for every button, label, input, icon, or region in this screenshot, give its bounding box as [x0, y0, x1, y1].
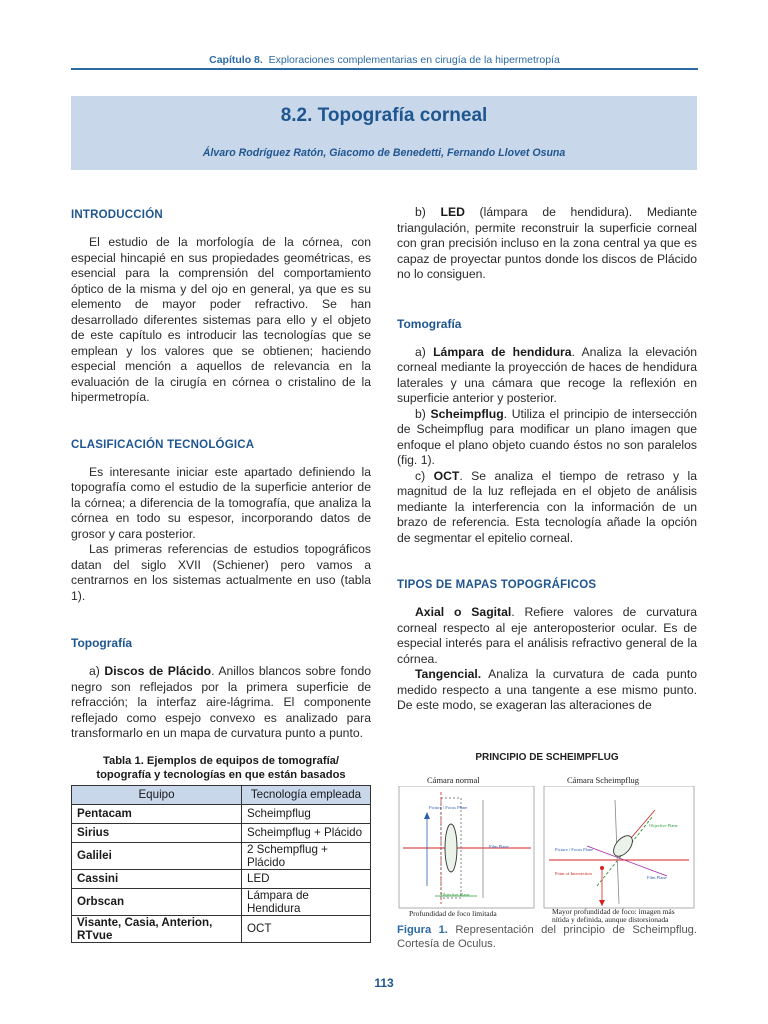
clasificacion-paragraph-2: Las primeras referencias de estudios topográficos datan del siglo XVII (Schiener) pero vamos a centrarnos en los sistemas actualmente en uso (tabla 1). [71, 542, 371, 603]
placido-term: Discos de Plácido [104, 664, 212, 678]
cell-tecnologia: Scheimpflug + Plácido [242, 823, 371, 842]
table-caption-line-2: topografía y tecnologías en que están basados [96, 768, 346, 781]
scheimpflug-paragraph [397, 407, 697, 469]
cell-equipo: Cassini [72, 869, 242, 888]
small-label-right-pic: Picture / Focus Plane [555, 847, 594, 852]
lampara-paragraph [397, 345, 697, 407]
figure-title: PRINCIPIO DE SCHEIMPFLUG [475, 752, 619, 763]
cell-tecnologia: LED [242, 869, 371, 888]
figure-label-scheimpflug: Cámara Scheimpflug [567, 775, 639, 785]
small-label-left-film: Film Plane [489, 844, 509, 849]
table-row [72, 804, 371, 823]
cell-tecnologia: OCT [242, 915, 371, 942]
small-label-right-film: Film Plane [647, 875, 667, 880]
scheimpflug-prefix: b) [415, 406, 426, 421]
small-label-right-obj: Objective Plane [649, 823, 678, 828]
cell-equipo: Sirius [72, 823, 242, 842]
equipment-table [71, 785, 371, 943]
tangencial-text: Analiza la curvatura de cada punto medido respecto a una tangente a ese mismo punto. De este modo, se exageran las alteraciones de [397, 667, 697, 712]
oct-term: OCT [433, 468, 460, 483]
placido-text: . Anillos blancos sobre fondo negro son reflejados por la primera superficie de refracción; la interfaz aire-lágrima. El componente reflejado como espejo convexo es analizado para transformarlo en un mapa de curvatura punto a punto. [71, 664, 372, 740]
oct-prefix: c) [415, 468, 426, 483]
axial-term: Axial o Sagital [415, 605, 512, 619]
table-row [72, 842, 371, 869]
cell-tecnologia: 2 Schempflug + Plácido [242, 842, 371, 869]
authors: Álvaro Rodríguez Ratón, Giacomo de Benedetti, Fernando Llovet Osuna [202, 147, 566, 159]
cell-tecnologia: Scheimpflug [242, 804, 371, 823]
figure-foot-left: Profundidad de foco limitada [409, 909, 497, 918]
figure-caption-label: Figura 1. [397, 924, 448, 936]
cell-tecnologia: Lámpara de Hendidura [242, 888, 371, 915]
led-prefix: b) [415, 205, 426, 219]
small-label-left-obj: Objective Plane [441, 892, 470, 897]
led-term: LED [440, 205, 465, 219]
oct-paragraph [397, 469, 697, 547]
table-row [72, 823, 371, 842]
small-label-right-intersect: Point of Intersection [555, 871, 592, 876]
mapas-heading: TIPOS DE MAPAS TOPOGRÁFICOS [397, 579, 597, 591]
cell-equipo: Visante, Casia, Anterion, RTvue [72, 915, 242, 942]
topografia-heading: Topografía [71, 636, 133, 650]
intro-paragraph: El estudio de la morfología de la córnea, con especial hincapié en sus propiedades geométricas, es esencial para la comprensión del comportamiento óptico de la misma y del ojo en general, ya que es su elemento de mayor poder refractivo. Se han desarrollado diferentes sistemas para ello y el objeto de este capítulo es introducir las tecnologías que se emplean y los valores que se obtienen; haciendo especial mención a aquellos de relevancia en la evaluación de la cirugía en córnea o cristalino de la hipermetropía. [71, 235, 371, 404]
header-rule [71, 68, 698, 70]
table-caption [71, 754, 371, 782]
figure-foot-right-2: nítida y definida, aunque distorsionada [552, 915, 669, 924]
tangencial-term: Tangencial. [415, 667, 482, 681]
table-header-row [72, 785, 371, 804]
running-head [71, 54, 698, 66]
lampara-text: . Analiza la elevación corneal mediante la proyección de haces de hendidura laterales y una cámara que recoge la reflexión en superficie anterior y posterior. [397, 344, 697, 405]
tomografia-heading: Tomografía [397, 316, 462, 331]
axial-paragraph [397, 605, 697, 667]
left-column [71, 205, 371, 943]
table-caption-line-1: Tabla 1. Ejemplos de equipos de tomografía/ [102, 754, 340, 767]
placido-prefix: a) [89, 664, 100, 678]
table-row [72, 888, 371, 915]
led-text: (lámpara de hendidura). Mediante triangulación, permite reconstruir la superficie corneal con gran precisión incluso en la zona central ya que es capaz de proyectar puntos donde los discos de Plácido no lo consiguen. [397, 205, 697, 281]
lampara-term: Lámpara de hendidura [433, 344, 572, 359]
section-title: 8.2. Topografía corneal [280, 105, 488, 126]
figure-caption-text: Representación del principio de Scheimpflug. Cortesía de Oculus. [397, 924, 697, 950]
figure-caption [397, 924, 697, 951]
chapter-label: Capítulo 8. [209, 54, 263, 66]
page-number: 113 [374, 976, 394, 990]
scheimpflug-figure [397, 748, 697, 924]
figure-foot-right-1: Mayor profundidad de foco: imagen más [552, 907, 675, 916]
right-column [397, 205, 697, 714]
intro-heading: INTRODUCCIÓN [71, 209, 163, 221]
table-row [72, 915, 371, 942]
figure-label-normal: Cámara normal [427, 775, 480, 785]
header-equipo: Equipo [72, 785, 242, 804]
scheimpflug-text: . Utiliza el principio de intersección de Scheimpflug para modificar un plano imagen que enfoque el plano objeto cuando éstos no son paralelos (fig. 1). [397, 406, 697, 467]
cell-equipo: Pentacam [72, 804, 242, 823]
oct-text: . Se analiza el tiempo de retraso y la magnitud de la luz reflejada en el objeto de análisis mediante la interferencia con la información de un brazo de referencia. Esta tecnología añade la opción de segmentar el epitelio corneal. [397, 468, 697, 545]
chapter-title: Exploraciones complementarias en cirugía de la hipermetropía [268, 54, 560, 66]
header-tecnologia: Tecnología empleada [242, 785, 371, 804]
lampara-prefix: a) [415, 344, 426, 359]
scheimpflug-term: Scheimpflug [430, 406, 504, 421]
led-paragraph [397, 205, 697, 283]
cell-equipo: Galilei [72, 842, 242, 869]
tangencial-paragraph [397, 667, 697, 714]
small-label-left-top: Picture / Focus Plane [429, 805, 468, 810]
table-row [72, 869, 371, 888]
placido-paragraph [71, 664, 371, 742]
clasificacion-heading: CLASIFICACIÓN TECNOLÓGICA [71, 438, 255, 451]
cell-equipo: Orbscan [72, 888, 242, 915]
title-box [71, 96, 697, 170]
axial-text: . Refiere valores de curvatura corneal respecto al eje anteroposterior ocular. Es de especial interés para el análisis refractivo general de la córnea. [397, 605, 697, 666]
clasificacion-paragraph-1: Es interesante iniciar este apartado definiendo la topografía como el estudio de la superficie anterior de la córnea; a diferencia de la tomografía, que analiza la córnea en todo su espesor, incorporando datos de grosor y cara posterior. [71, 464, 371, 541]
